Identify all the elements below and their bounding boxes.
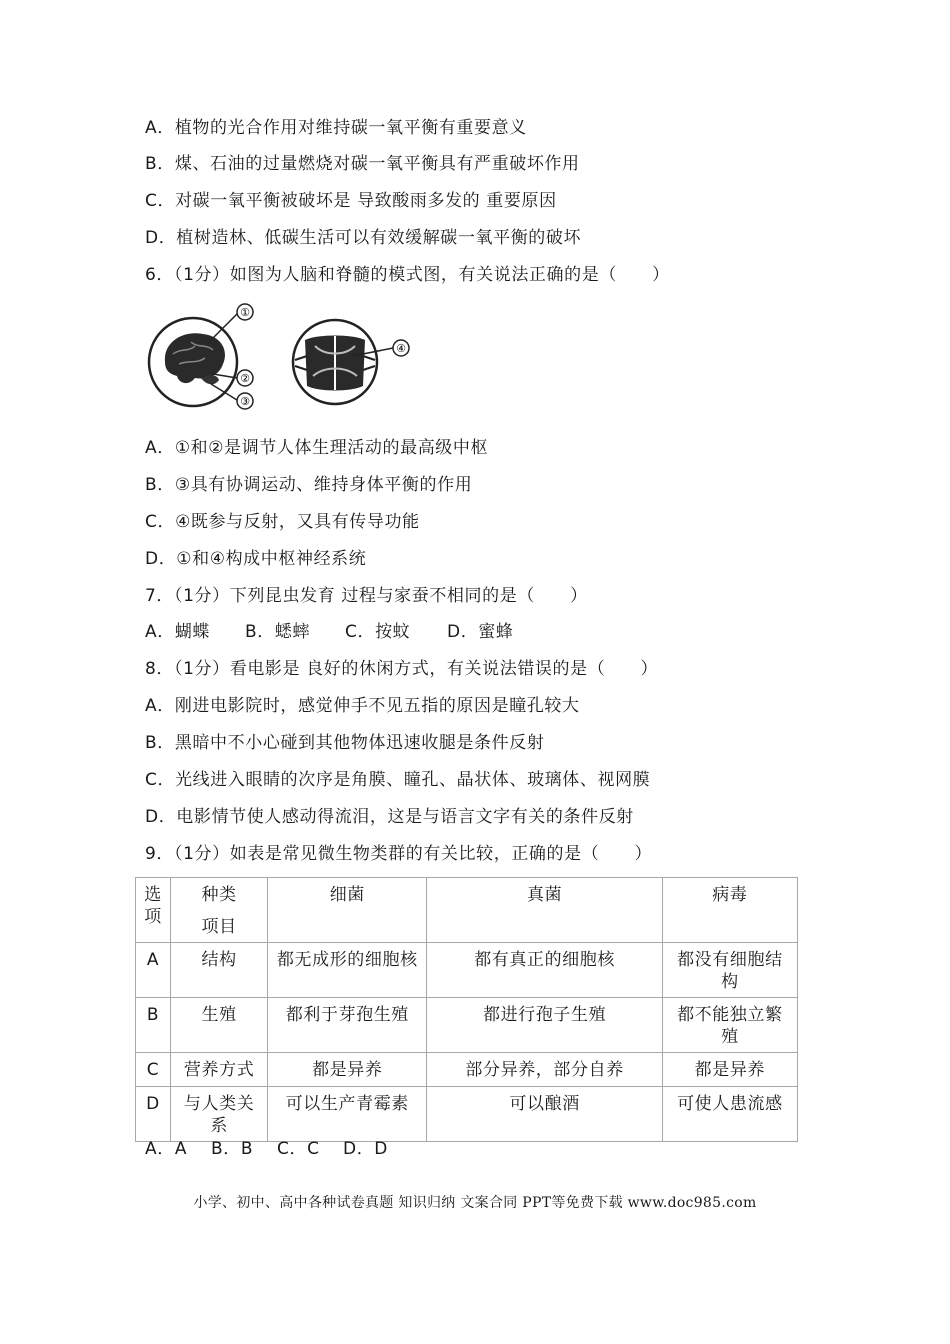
q5-option-a: A．植物的光合作用对维持碳一氧平衡有重要意义 bbox=[145, 118, 527, 138]
q7-option-a: A．蝴蝶 bbox=[145, 622, 211, 642]
q8-option-a: A．刚进电影院时，感觉伸手不见五指的原因是瞳孔较大 bbox=[145, 696, 580, 716]
q6-option-d: D．①和④构成中枢神经系统 bbox=[145, 549, 367, 569]
q6-option-b: B．③具有协调运动、维持身体平衡的作用 bbox=[145, 475, 473, 495]
q8-option-d: D．电影情节使人感动得流泪，这是与语言文字有关的条件反射 bbox=[145, 807, 634, 827]
header-virus: 病毒 bbox=[662, 878, 797, 943]
table-row: C 营养方式 都是异养 部分异养，部分自养 都是异养 bbox=[136, 1053, 798, 1087]
q7-option-b: B．蟋蟀 bbox=[245, 622, 311, 642]
brain-spinal-cord-figure bbox=[145, 300, 415, 410]
q9-option-c: C．C bbox=[277, 1139, 320, 1159]
svg-text:②: ② bbox=[240, 372, 250, 385]
label-1 bbox=[237, 304, 253, 320]
header-fungi: 真菌 bbox=[427, 878, 662, 943]
q6-option-a: A．①和②是调节人体生理活动的最高级中枢 bbox=[145, 438, 489, 458]
svg-text:③: ③ bbox=[240, 395, 250, 408]
q9-option-d: D．D bbox=[343, 1139, 388, 1159]
q8-stem: 8．（1分）看电影是 良好的休闲方式，有关说法错误的是（ ） bbox=[145, 659, 659, 679]
q9-options bbox=[145, 1138, 388, 1160]
microbe-comparison-table bbox=[135, 877, 798, 1142]
header-bacteria: 细菌 bbox=[268, 878, 427, 943]
q5-option-b: B．煤、石油的过量燃烧对碳一氧平衡具有严重破坏作用 bbox=[145, 154, 580, 174]
table-header-row bbox=[136, 878, 798, 943]
q6-stem: 6．（1分）如图为人脑和脊髓的模式图，有关说法正确的是（ ） bbox=[145, 265, 670, 285]
table-row: B 生殖 都利于芽孢生殖 都进行孢子生殖 都不能独立繁殖 bbox=[136, 998, 798, 1053]
q7-option-d: D．蜜蜂 bbox=[447, 622, 514, 642]
header-item: 种类 项目 bbox=[171, 878, 268, 943]
spinal-cord-diagram bbox=[293, 320, 393, 404]
q9-option-b: B．B bbox=[211, 1139, 254, 1159]
label-2 bbox=[237, 370, 253, 386]
q9-option-a: A．A bbox=[145, 1139, 188, 1159]
q8-option-c: C．光线进入眼睛的次序是角膜、瞳孔、晶状体、玻璃体、视网膜 bbox=[145, 770, 651, 790]
q6-option-c: C．④既参与反射，又具有传导功能 bbox=[145, 512, 420, 532]
q5-option-d: D．植树造林、低碳生活可以有效缓解碳一氧平衡的破坏 bbox=[145, 228, 582, 248]
q7-stem: 7．（1分）下列昆虫发育 过程与家蚕不相同的是（ ） bbox=[145, 586, 588, 606]
q9-stem: 9．（1分）如表是常见微生物类群的有关比较，正确的是（ ） bbox=[145, 844, 653, 864]
q8-option-b: B．黑暗中不小心碰到其他物体迅速收腿是条件反射 bbox=[145, 733, 545, 753]
table-row: A 结构 都无成形的细胞核 都有真正的细胞核 都没有细胞结构 bbox=[136, 943, 798, 998]
svg-text:④: ④ bbox=[396, 342, 406, 355]
header-option: 选 项 bbox=[136, 878, 171, 943]
table-row: D 与人类关系 可以生产青霉素 可以酿酒 可使人患流感 bbox=[136, 1087, 798, 1142]
page-footer: 小学、初中、高中各种试卷真题 知识归纳 文案合同 PPT等免费下载 www.doc985.com bbox=[193, 1195, 757, 1211]
label-3 bbox=[237, 393, 253, 409]
brain-diagram bbox=[149, 314, 237, 406]
q7-option-c: C．按蚊 bbox=[345, 622, 411, 642]
q7-options bbox=[145, 621, 514, 643]
q5-option-c: C．对碳一氧平衡被破坏是 导致酸雨多发的 重要原因 bbox=[145, 191, 557, 211]
label-4 bbox=[393, 340, 409, 356]
svg-text:①: ① bbox=[240, 306, 250, 319]
